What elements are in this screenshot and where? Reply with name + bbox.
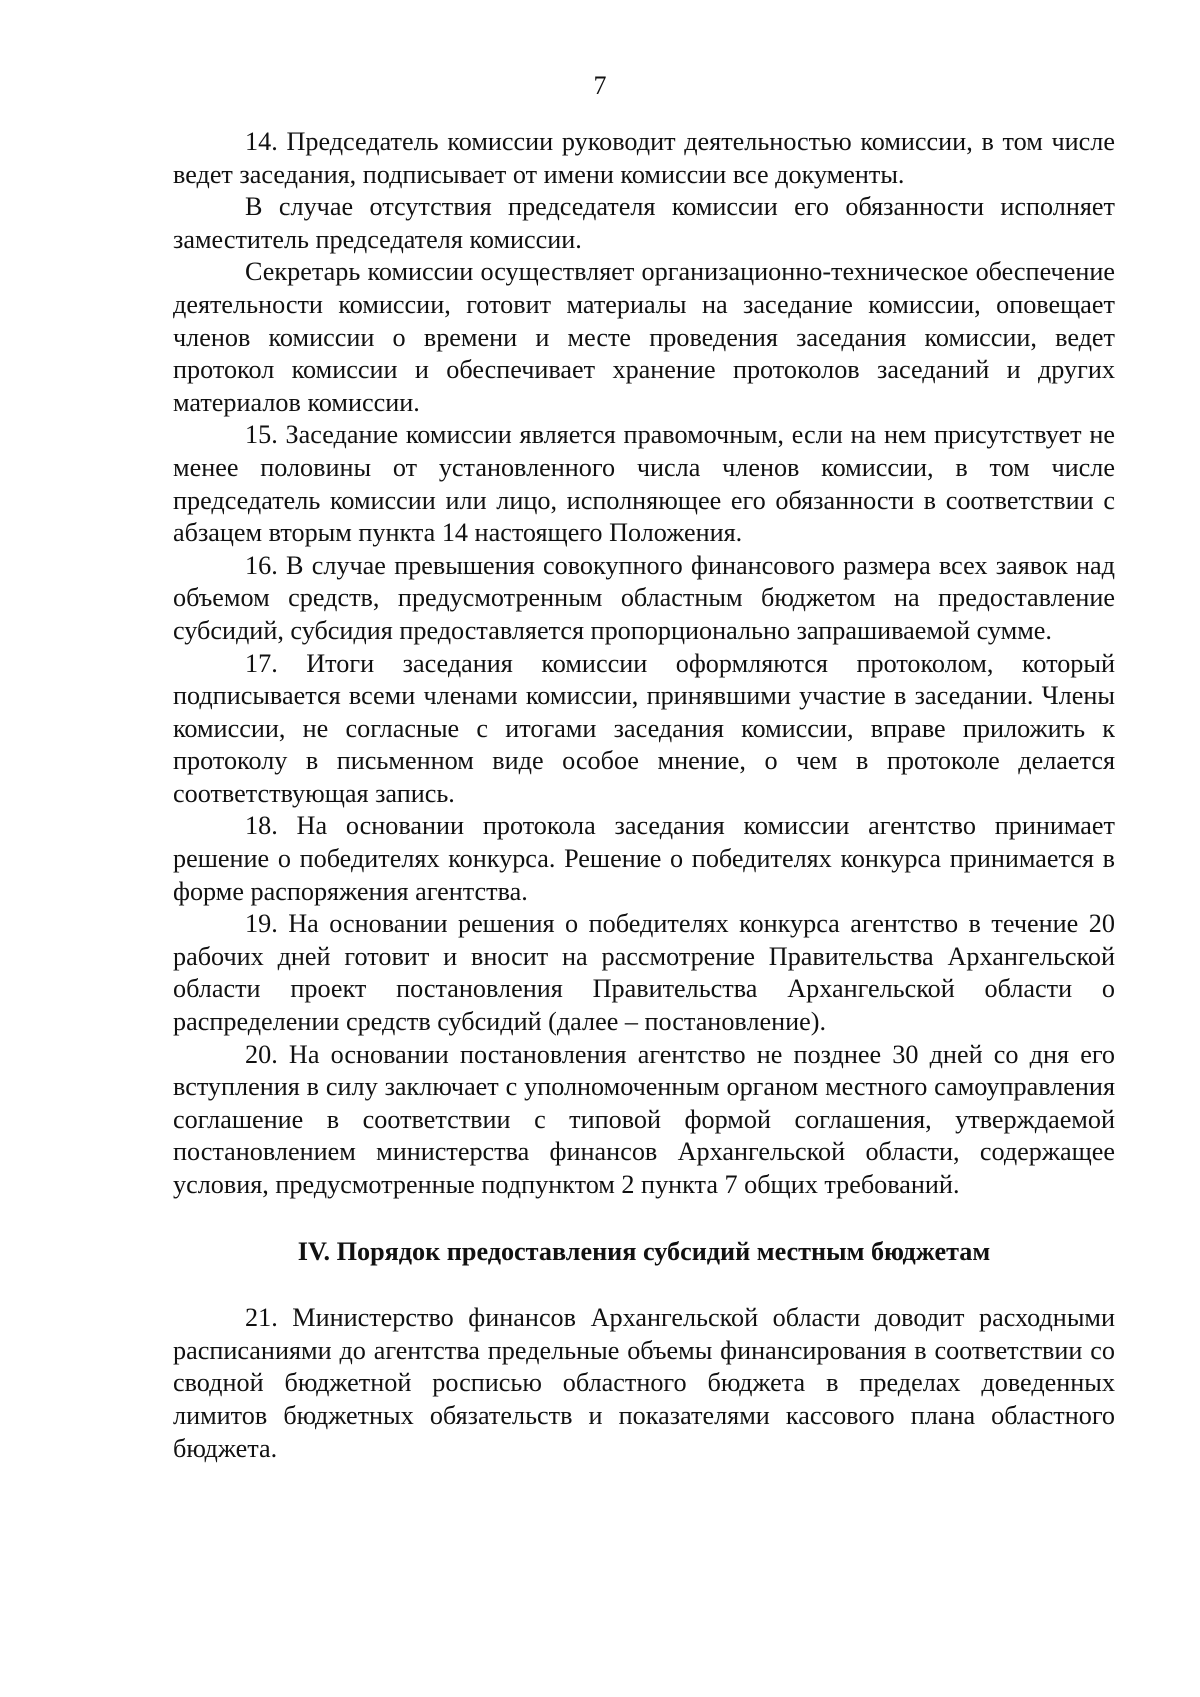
paragraph-19: 19. На основании решения о победителях конкурса агентство в течение 20 рабочих дней готовит и вносит на рассмотрение Правительства Архангельской области проект постановления Правительства Архангельской области о распределении средств субсидий (далее – постановление). xyxy=(173,909,1115,1037)
paragraph-18: 18. На основании протокола заседания комиссии агентство принимает решение о победителях конкурса. Решение о победителях конкурса принимается в форме распоряжения агентства. xyxy=(173,811,1115,906)
paragraph-14: 14. Председатель комиссии руководит деятельностью комиссии, в том числе ведет заседания, подписывает от имени комиссии все документы. xyxy=(173,127,1115,189)
paragraph-14-deputy: В случае отсутствия председателя комиссии его обязанности исполняет заместитель председателя комиссии. xyxy=(173,192,1115,254)
paragraph-21: 21. Министерство финансов Архангельской области доводит расходными расписаниями до агентства предельные объемы финансирования в соответствии со сводной бюджетной росписью областного бюджета в пределах доведенных лимитов бюджетных обязательств и показателями кассового плана областного бюджета. xyxy=(173,1303,1115,1463)
paragraph-17: 17. Итоги заседания комиссии оформляются протоколом, который подписывается всеми членами комиссии, принявшими участие в заседании. Члены комиссии, не согласные с итогами заседания комиссии, вправе приложить к протоколу в письменном виде особое мнение, о чем в протоколе делается соответствующая запись. xyxy=(173,648,1115,808)
paragraph-14-secretary: Секретарь комиссии осуществляет организационно-техническое обеспечение деятельности комиссии, готовит материалы на заседание комиссии, оповещает членов комиссии о времени и месте проведения заседания комиссии, ведет протокол комиссии и обеспечивает хранение протоколов заседаний и других материалов комиссии. xyxy=(173,257,1115,417)
paragraph-20: 20. На основании постановления агентство не позднее 30 дней со дня его вступления в силу заключает с уполномоченным органом местного самоуправления соглашение в соответствии с типовой формой соглашения, утверждаемой постановлением министерства финансов Архангельской области, содержащее условия, предусмотренные подпунктом 2 пункта 7 общих требований. xyxy=(173,1039,1115,1199)
paragraph-15: 15. Заседание комиссии является правомочным, если на нем присутствует не менее половины от установленного числа членов комиссии, в том числе председатель комиссии или лицо, исполняющее его обязанности в соответствии с абзацем вторым пункта 14 настоящего Положения. xyxy=(173,420,1115,548)
page-number: 7 xyxy=(593,71,607,100)
paragraph-16: 16. В случае превышения совокупного финансового размера всех заявок над объемом средств, предусмотренным областным бюджетом на предоставление субсидий, субсидия предоставляется пропорционально запрашиваемой сумме. xyxy=(173,550,1115,645)
document-body xyxy=(173,126,1115,1465)
section-heading: IV. Порядок предоставления субсидий местным бюджетам xyxy=(297,1236,991,1266)
